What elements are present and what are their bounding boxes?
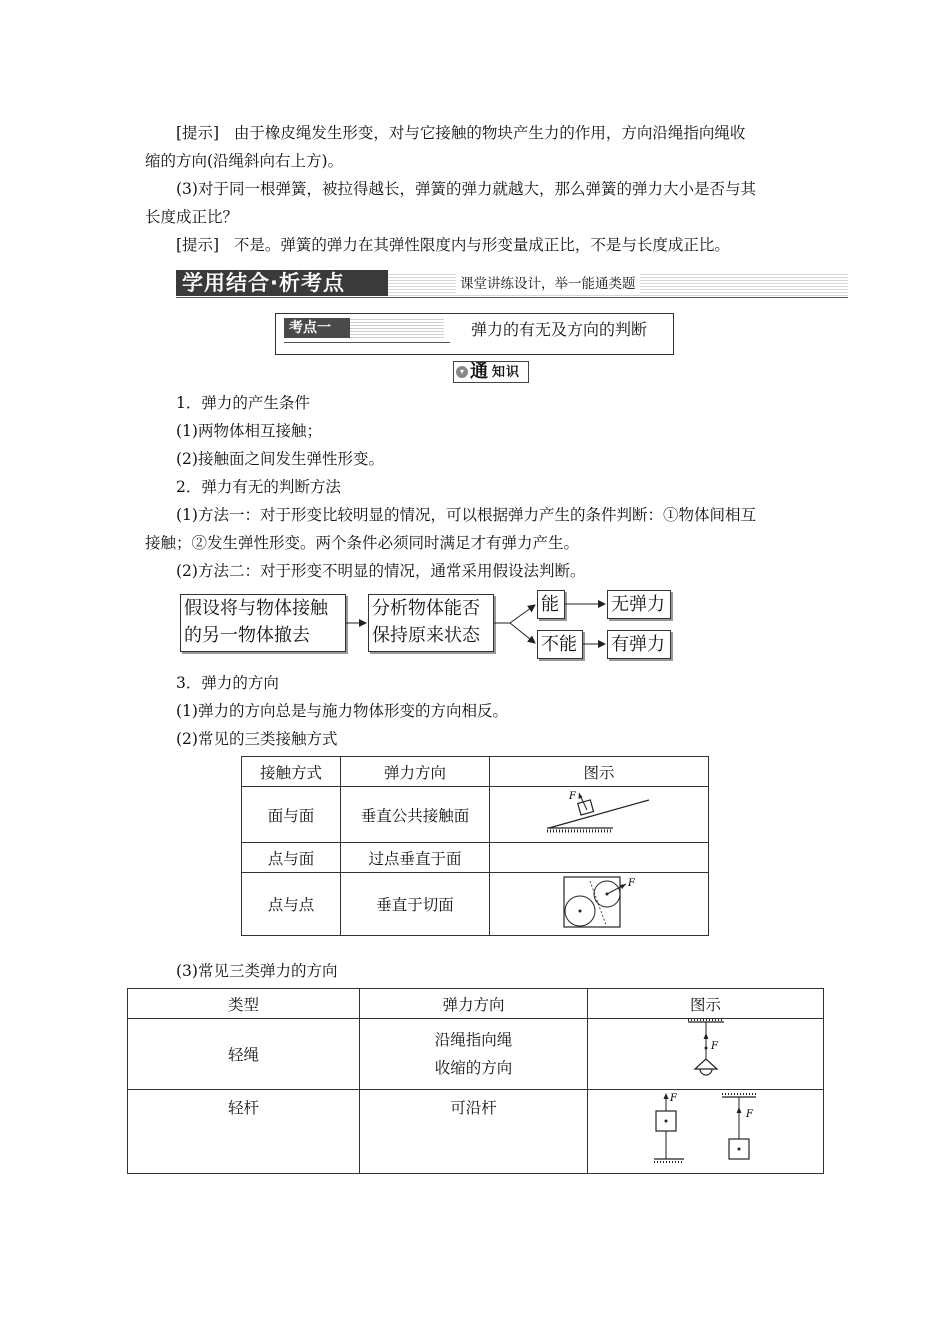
direction-line1: 沿绳指向绳: [434, 1031, 513, 1049]
table-header-row: [242, 757, 709, 787]
table-cell-figure: [490, 843, 709, 873]
force-label: F: [628, 878, 635, 889]
table-cell-direction: 垂直于切面: [341, 873, 490, 936]
section1-item2: (2)接触面之间发生弹性形变。: [176, 450, 384, 468]
table-header-cell: 图示: [490, 757, 709, 787]
banner-subtitle: 课堂讲练设计，举一能通类题: [456, 274, 640, 294]
section3-heading: 3．弹力的方向: [176, 674, 279, 692]
table-cell-direction: 过点垂直于面: [341, 843, 490, 873]
chevron-down-icon: ▾: [456, 366, 468, 378]
incline-block-figure: [539, 788, 659, 838]
table-header-cell: 类型: [128, 989, 360, 1019]
section2-heading: 2．弹力有无的判断方法: [176, 478, 341, 496]
force-label: F: [569, 790, 576, 802]
table-header-cell: 图示: [588, 989, 824, 1019]
table-cell-direction: 垂直公共接触面: [341, 787, 490, 843]
table-cell-type: 轻绳: [128, 1019, 360, 1090]
table-cell-direction: [360, 1019, 588, 1090]
q3-line2: 长度成正比？: [145, 208, 239, 226]
force-types-table: [127, 988, 824, 1174]
section1-item1: (1)两物体相互接触；: [176, 422, 322, 440]
section3-item2: (2)常见的三类接触方式: [176, 730, 338, 748]
contact-types-table: [241, 756, 709, 936]
hint1-text-line2: 缩的方向(沿绳斜向右上方)。: [145, 152, 344, 170]
force-label: F: [745, 1108, 753, 1120]
table-cell-type: 轻杆: [128, 1090, 360, 1174]
flow-no-label: 不能: [541, 634, 577, 655]
hint2-tag: [提示]: [176, 236, 220, 254]
table-header-cell: 弹力方向: [341, 757, 490, 787]
section3-item1: (1)弹力的方向总是与施力物体形变的方向相反。: [176, 702, 508, 720]
kaodian-label: 考点一: [284, 318, 350, 338]
table-cell-figure: [588, 1019, 824, 1090]
flow-result-yes: 无弹力: [611, 594, 665, 615]
table-cell-type: 面与面: [242, 787, 341, 843]
rods-figure: [636, 1091, 776, 1169]
two-balls-figure: [554, 873, 644, 931]
force-label: F: [710, 1041, 718, 1052]
hint1-tag: [提示]: [176, 124, 220, 142]
table-row: [242, 787, 709, 843]
banner-title: 学用结合·析考点: [176, 270, 388, 296]
table-cell-figure: [490, 787, 709, 843]
flow-box-analyze-line2: 保持原来状态: [372, 625, 480, 646]
flow-box-analyze-line1: 分析物体能否: [372, 598, 480, 619]
table-cell-type: 点与点: [242, 873, 341, 936]
table-cell-figure: [588, 1090, 824, 1174]
arrow-to-yes: [510, 605, 535, 623]
table-row: [128, 1019, 824, 1090]
flow-yes-label: 能: [541, 594, 559, 615]
table-cell-direction: 可沿杆: [360, 1090, 588, 1174]
table-row: [128, 1090, 824, 1174]
tong-small-text: 知识: [492, 365, 521, 380]
table-header-cell: 接触方式: [242, 757, 341, 787]
force-label: F: [669, 1092, 677, 1104]
table-header-row: [128, 989, 824, 1019]
flow-result-no: 有弹力: [611, 634, 665, 655]
direction-line2: 收缩的方向: [434, 1059, 513, 1077]
table-row: [242, 843, 709, 873]
table-row: [242, 873, 709, 936]
arrow-to-no: [510, 623, 535, 643]
lamp-rope-figure: [676, 1019, 736, 1085]
hint1-text-line1: 由于橡皮绳发生形变，对与它接触的物块产生力的作用，方向沿绳指向绳收: [233, 124, 746, 142]
table-cell-type: 点与面: [242, 843, 341, 873]
section2-method1-line2: 接触；②发生弹性形变。两个条件必须同时满足才有弹力产生。: [145, 534, 580, 552]
section2-method2: (2)方法二：对于形变不明显的情况，通常采用假设法判断。: [176, 562, 586, 580]
hint2-text: 不是。弹簧的弹力在其弹性限度内与形变量成正比，不是与长度成正比。: [233, 236, 730, 254]
kaodian-title: 弹力的有无及方向的判断: [471, 320, 648, 339]
table-cell-figure: [490, 873, 709, 936]
flow-box-assume-line1: 假设将与物体接触: [184, 598, 328, 619]
flow-box-assume-line2: 的另一物体撤去: [184, 625, 310, 646]
section1-heading: 1．弹力的产生条件: [176, 394, 310, 412]
table-header-cell: 弹力方向: [360, 989, 588, 1019]
section3-item3: (3)常见三类弹力的方向: [176, 962, 338, 980]
tong-big-char: 通: [470, 361, 488, 382]
q3-line1: (3)对于同一根弹簧，被拉得越长，弹簧的弹力就越大，那么弹簧的弹力大小是否与其: [176, 180, 756, 198]
section2-method1-line1: (1)方法一：对于形变比较明显的情况，可以根据弹力产生的条件判断：①物体间相互: [176, 506, 756, 524]
